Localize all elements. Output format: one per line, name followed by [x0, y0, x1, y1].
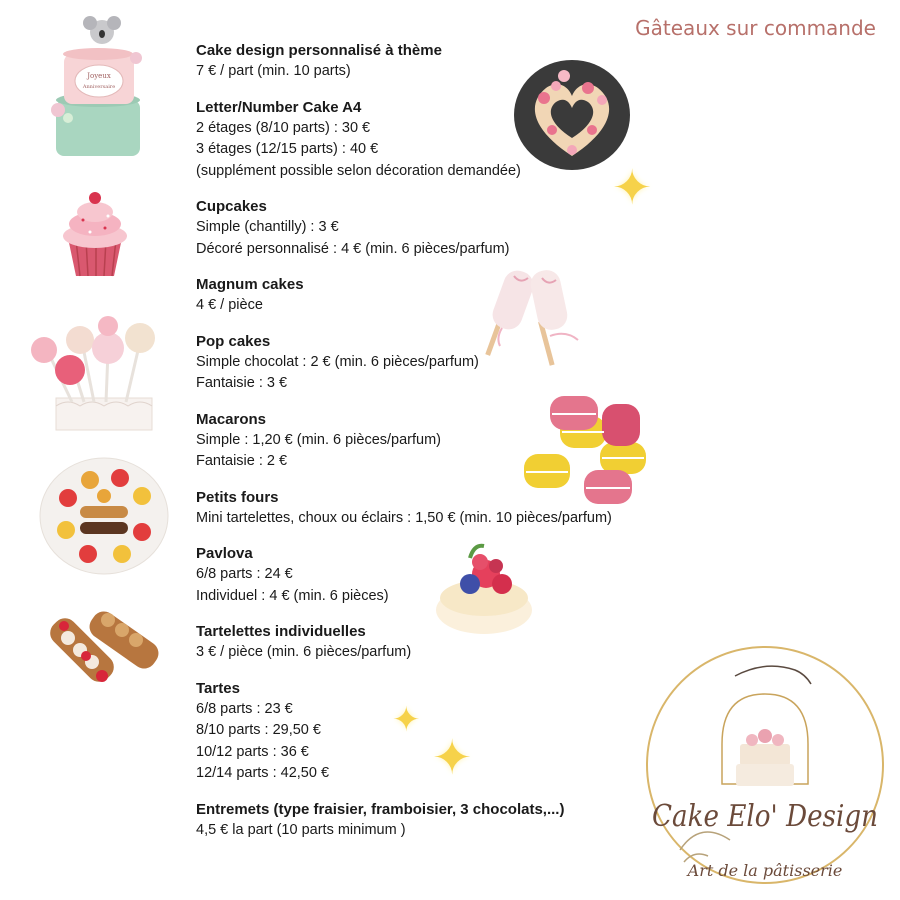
- price-line: 4,5 € la part (10 parts minimum ): [196, 821, 406, 838]
- price-line: Fantaisie : 3 €: [196, 375, 288, 391]
- section-name: Letter/Number Cake A4: [196, 98, 362, 116]
- price-line: Individuel : 4 € (min. 6 pièces): [196, 587, 389, 604]
- sparkle-icon: ✦: [612, 162, 653, 215]
- section-name: Entremets (type fraisier, framboisier, 3 chocolats,...): [196, 800, 565, 818]
- menu-section: [196, 196, 656, 260]
- magnum-cakes-image: [474, 266, 604, 371]
- section-name: Tartes: [196, 679, 240, 697]
- price-line: 12/14 parts : 42,50 €: [196, 765, 330, 781]
- section-name: Magnum cakes: [196, 276, 304, 293]
- price-line: 2 étages (8/10 parts) : 30 €: [196, 119, 371, 136]
- eclair-tart-image: [38, 596, 164, 710]
- heart-letter-cake-image: [512, 58, 632, 173]
- price-line: Simple : 1,20 € (min. 6 pièces/parfum): [196, 431, 441, 448]
- logo-emblem: [640, 640, 890, 890]
- price-line: Fantaisie : 2 €: [196, 453, 288, 469]
- sparkle-icon: ✦: [392, 701, 421, 739]
- koala-cake-image: [38, 10, 158, 160]
- price-line: Décoré personnalisé : 4 € (min. 6 pièces/parfum): [196, 240, 510, 257]
- cupcake-image: [50, 180, 140, 280]
- price-line: Simple (chantilly) : 3 €: [196, 219, 339, 235]
- price-line: (supplément possible selon décoration demandée): [196, 162, 521, 179]
- price-line: 10/12 parts : 36 €: [196, 743, 309, 760]
- cake-topper-line2: Anniversaire: [82, 84, 116, 90]
- section-name: Macarons: [196, 410, 267, 428]
- cake-topper-line1: Joyeux: [87, 72, 111, 80]
- menu-section: [196, 799, 656, 842]
- logo-brand: Cake Elo' Design: [652, 799, 878, 834]
- pavlova-image: [432, 540, 536, 638]
- pop-cakes-image: [22, 312, 172, 434]
- menu-section: [196, 543, 656, 607]
- price-line: 3 étages (12/15 parts) : 40 €: [196, 141, 379, 157]
- section-name: Pop cakes: [196, 332, 271, 350]
- menu-section: [196, 678, 656, 785]
- section-name: Petits fours: [196, 488, 279, 506]
- section-name: Cake design personnalisé à thème: [196, 42, 442, 59]
- price-line: Simple chocolat : 2 € (min. 6 pièces/parfum): [196, 353, 479, 370]
- section-name: Cupcakes: [196, 198, 267, 215]
- price-line: 7 € / part (min. 10 parts): [196, 63, 351, 79]
- price-line: 4 € / pièce: [196, 297, 263, 313]
- menu-section: [196, 621, 656, 664]
- price-line: 3 € / pièce (min. 6 pièces/parfum): [196, 644, 412, 660]
- petits-fours-image: [38, 456, 170, 576]
- macarons-image: [520, 394, 670, 512]
- logo-tagline: Art de la pâtisserie: [687, 861, 843, 880]
- sparkle-icon: ✦: [432, 732, 473, 785]
- section-name: Pavlova: [196, 545, 253, 562]
- page-title: Gâteaux sur commande: [635, 16, 876, 40]
- price-line: 8/10 parts : 29,50 €: [196, 722, 321, 738]
- section-name: Tartelettes individuelles: [196, 623, 366, 640]
- price-line: 6/8 parts : 23 €: [196, 700, 293, 717]
- price-line: 6/8 parts : 24 €: [196, 566, 293, 582]
- price-line: Mini tartelettes, choux ou éclairs : 1,50 € (min. 10 pièces/parfum): [196, 509, 612, 526]
